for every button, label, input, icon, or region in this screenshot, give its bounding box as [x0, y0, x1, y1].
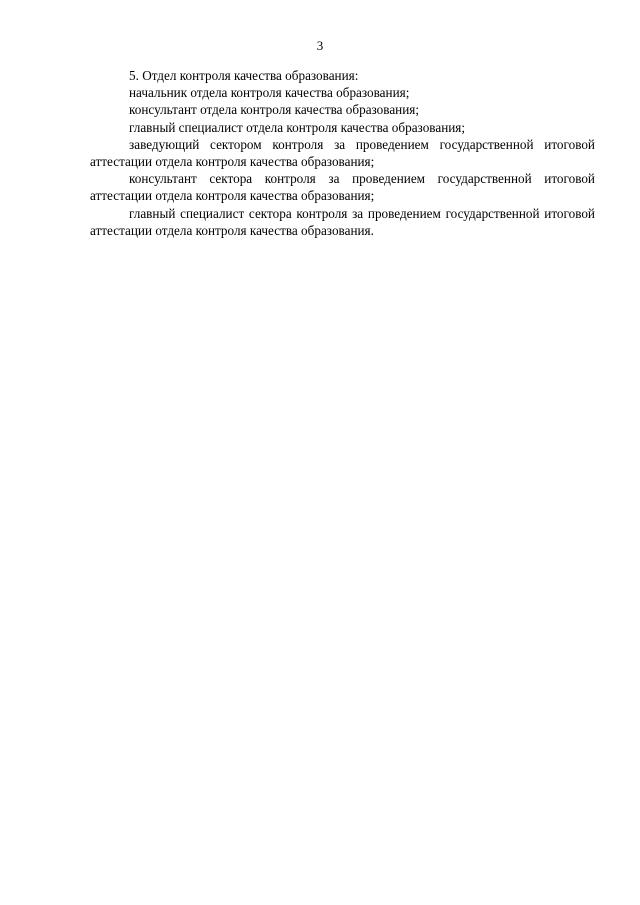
- page-number: 3: [316, 38, 324, 53]
- position-item: начальник отдела контроля качества образования;: [129, 85, 410, 101]
- position-item: главный специалист сектора контроля за проведением государственной итоговой аттестации отдела контроля качества образования.: [90, 205, 595, 238]
- position-item: заведующий сектором контроля за проведением государственной итоговой аттестации отдела контроля качества образования;: [90, 136, 595, 170]
- position-item: консультант сектора контроля за проведением государственной итоговой аттестации отдела контроля качества образования;: [90, 171, 595, 204]
- document-body: [90, 67, 595, 239]
- position-item: консультант отдела контроля качества образования;: [129, 102, 420, 118]
- section-heading: 5. Отдел контроля качества образования:: [129, 68, 359, 83]
- position-item: главный специалист отдела контроля качества образования;: [129, 119, 466, 135]
